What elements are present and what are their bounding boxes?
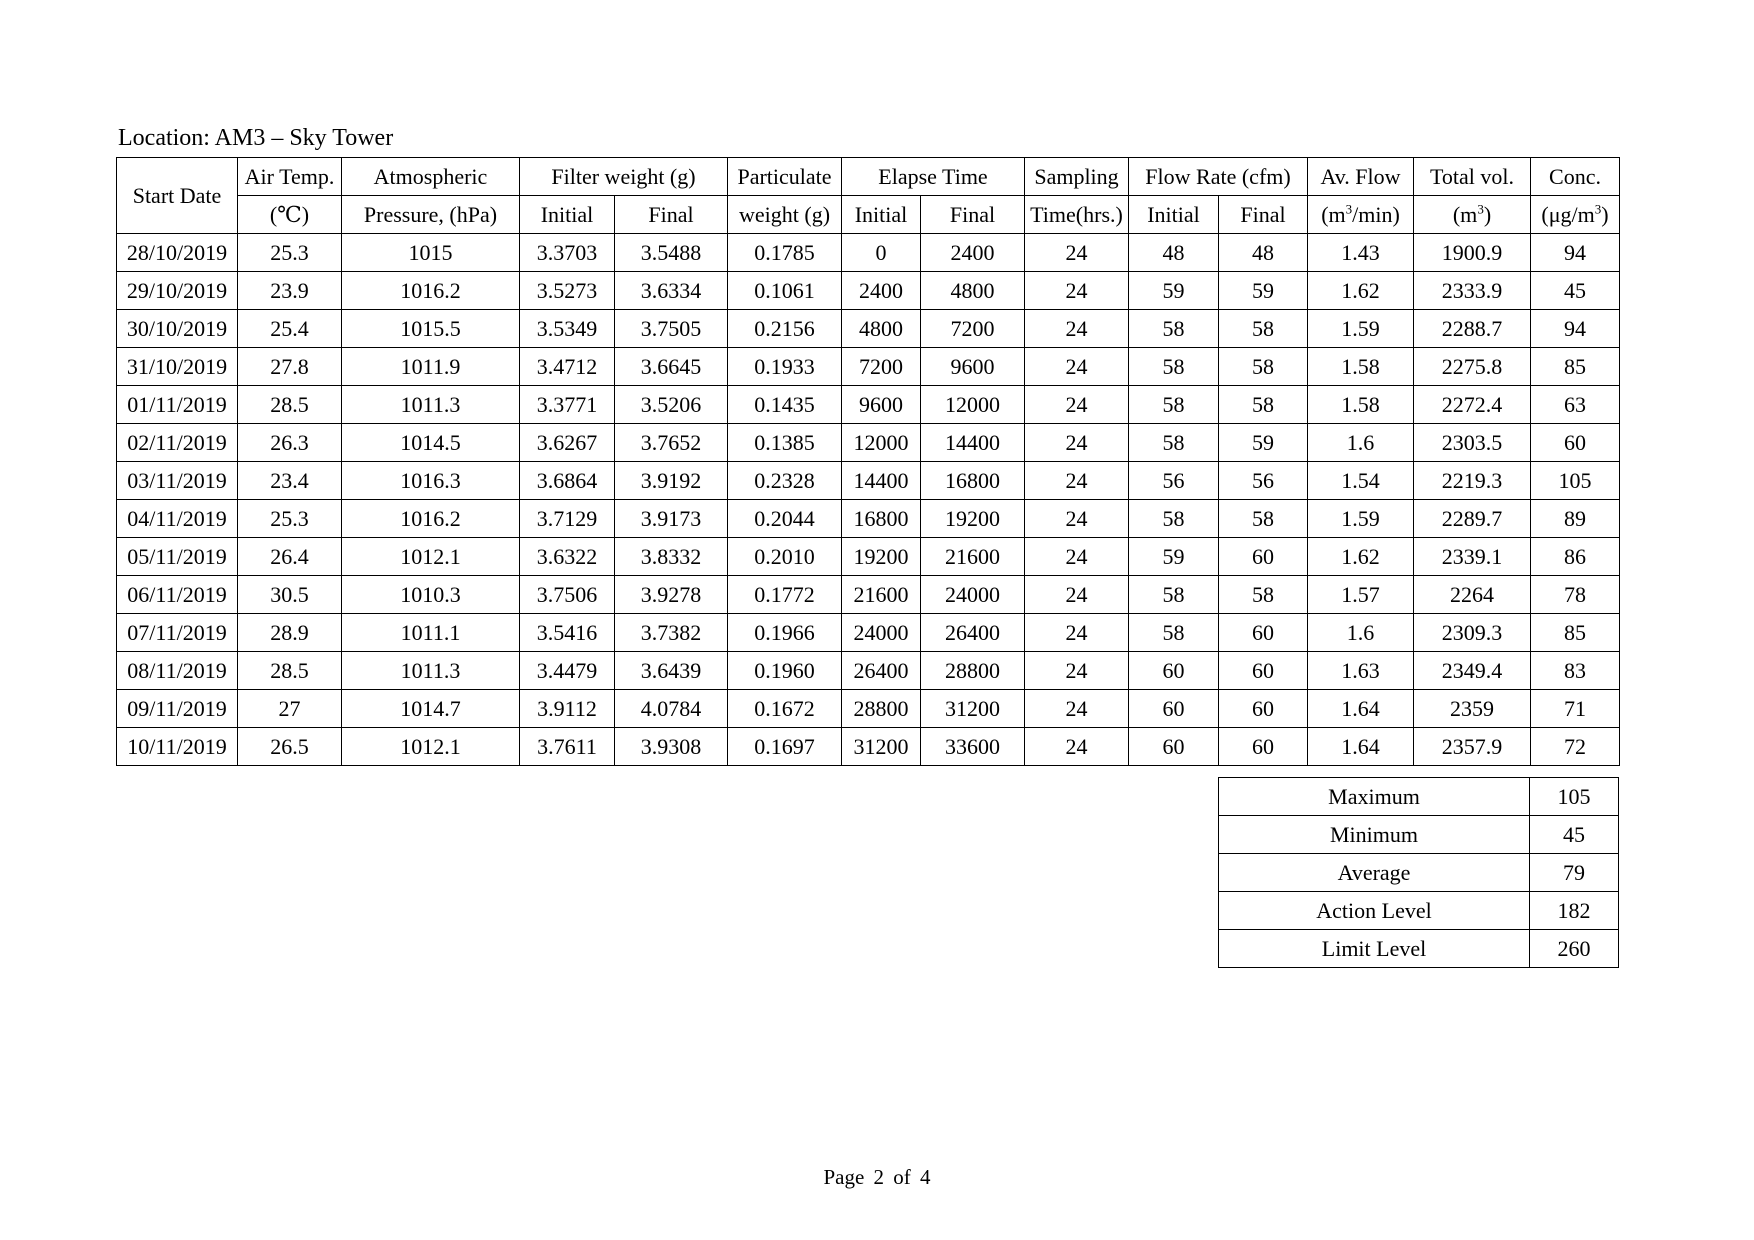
cell-flow-initial: 58 — [1129, 348, 1219, 386]
cell-filter-initial: 3.6864 — [520, 462, 615, 500]
summary-label: Average — [1219, 854, 1530, 892]
summary-value: 105 — [1530, 778, 1619, 816]
cell-flow-final: 59 — [1219, 272, 1308, 310]
cell-total-vol: 2309.3 — [1414, 614, 1531, 652]
cell-particulate: 0.1966 — [728, 614, 842, 652]
cell-flow-initial: 59 — [1129, 272, 1219, 310]
cell-sampling: 24 — [1025, 272, 1129, 310]
cell-conc: 72 — [1531, 728, 1620, 766]
cell-elapse-initial: 16800 — [842, 500, 921, 538]
cell-sampling: 24 — [1025, 728, 1129, 766]
header-av-flow: Av. Flow — [1308, 158, 1414, 196]
header-air-temp-unit: (℃) — [238, 196, 342, 234]
header-conc-unit: $(\mu g/m^3)$ — [1531, 196, 1620, 234]
cell-pressure: 1015.5 — [342, 310, 520, 348]
cell-conc: 105 — [1531, 462, 1620, 500]
cell-av-flow: 1.43 — [1308, 234, 1414, 272]
cell-air-temp: 28.5 — [238, 652, 342, 690]
cell-particulate: 0.1960 — [728, 652, 842, 690]
summary-row — [1219, 892, 1619, 930]
cell-filter-initial: 3.7611 — [520, 728, 615, 766]
cell-elapse-final: 7200 — [921, 310, 1025, 348]
cell-filter-final: 3.9192 — [615, 462, 728, 500]
cell-total-vol: 2333.9 — [1414, 272, 1531, 310]
table-row — [117, 424, 1620, 462]
header-start-date: Start Date — [117, 158, 238, 234]
header-elapse-final: Final — [921, 196, 1025, 234]
table-row — [117, 652, 1620, 690]
cell-filter-final: 3.6645 — [615, 348, 728, 386]
cell-sampling: 24 — [1025, 538, 1129, 576]
cell-filter-initial: 3.7506 — [520, 576, 615, 614]
cell-flow-final: 58 — [1219, 500, 1308, 538]
cell-av-flow: 1.59 — [1308, 310, 1414, 348]
table-row — [117, 728, 1620, 766]
cell-av-flow: 1.63 — [1308, 652, 1414, 690]
header-particulate: Particulate — [728, 158, 842, 196]
cell-flow-final: 56 — [1219, 462, 1308, 500]
header-elapse-time: Elapse Time — [842, 158, 1025, 196]
summary-body — [1219, 778, 1619, 968]
header-flow-initial: Initial — [1129, 196, 1219, 234]
cell-av-flow: 1.62 — [1308, 272, 1414, 310]
cell-flow-final: 58 — [1219, 348, 1308, 386]
cell-pressure: 1011.9 — [342, 348, 520, 386]
cell-total-vol: 2264 — [1414, 576, 1531, 614]
cell-elapse-final: 14400 — [921, 424, 1025, 462]
cell-date: 30/10/2019 — [117, 310, 238, 348]
cell-total-vol: 2219.3 — [1414, 462, 1531, 500]
cell-date: 29/10/2019 — [117, 272, 238, 310]
header-elapse-initial: Initial — [842, 196, 921, 234]
cell-av-flow: 1.6 — [1308, 424, 1414, 462]
cell-air-temp: 25.3 — [238, 234, 342, 272]
cell-flow-initial: 58 — [1129, 386, 1219, 424]
cell-air-temp: 30.5 — [238, 576, 342, 614]
cell-pressure: 1012.1 — [342, 538, 520, 576]
header-air-temp: Air Temp. — [238, 158, 342, 196]
cell-filter-final: 3.5206 — [615, 386, 728, 424]
cell-pressure: 1016.3 — [342, 462, 520, 500]
cell-elapse-final: 12000 — [921, 386, 1025, 424]
header-sampling: Sampling — [1025, 158, 1129, 196]
cell-air-temp: 26.3 — [238, 424, 342, 462]
cell-sampling: 24 — [1025, 424, 1129, 462]
cell-flow-final: 48 — [1219, 234, 1308, 272]
cell-av-flow: 1.54 — [1308, 462, 1414, 500]
cell-conc: 83 — [1531, 652, 1620, 690]
cell-av-flow: 1.58 — [1308, 348, 1414, 386]
cell-filter-final: 3.7505 — [615, 310, 728, 348]
cell-elapse-initial: 24000 — [842, 614, 921, 652]
cell-particulate: 0.1435 — [728, 386, 842, 424]
header-total-vol: Total vol. — [1414, 158, 1531, 196]
cell-av-flow: 1.64 — [1308, 728, 1414, 766]
cell-particulate: 0.1672 — [728, 690, 842, 728]
cell-filter-initial: 3.5349 — [520, 310, 615, 348]
cell-sampling: 24 — [1025, 652, 1129, 690]
cell-date: 05/11/2019 — [117, 538, 238, 576]
summary-label: Action Level — [1219, 892, 1530, 930]
cell-sampling: 24 — [1025, 310, 1129, 348]
cell-flow-initial: 48 — [1129, 234, 1219, 272]
table-row — [117, 348, 1620, 386]
table-row — [117, 462, 1620, 500]
cell-elapse-initial: 9600 — [842, 386, 921, 424]
cell-flow-initial: 60 — [1129, 728, 1219, 766]
cell-av-flow: 1.59 — [1308, 500, 1414, 538]
cell-sampling: 24 — [1025, 614, 1129, 652]
table-row — [117, 500, 1620, 538]
header-sampling-unit: Time(hrs.) — [1025, 196, 1129, 234]
cell-filter-initial: 3.6267 — [520, 424, 615, 462]
header-pressure-unit: Pressure, (hPa) — [342, 196, 520, 234]
cell-air-temp: 26.4 — [238, 538, 342, 576]
header-row-1 — [117, 158, 1620, 196]
cell-sampling: 24 — [1025, 690, 1129, 728]
cell-filter-initial: 3.7129 — [520, 500, 615, 538]
summary-label: Maximum — [1219, 778, 1530, 816]
cell-pressure: 1016.2 — [342, 272, 520, 310]
cell-air-temp: 28.9 — [238, 614, 342, 652]
header-filter-initial: Initial — [520, 196, 615, 234]
cell-elapse-final: 16800 — [921, 462, 1025, 500]
cell-date: 10/11/2019 — [117, 728, 238, 766]
cell-sampling: 24 — [1025, 500, 1129, 538]
cell-pressure: 1011.3 — [342, 386, 520, 424]
cell-filter-initial: 3.9112 — [520, 690, 615, 728]
table-row — [117, 576, 1620, 614]
cell-flow-initial: 58 — [1129, 424, 1219, 462]
cell-elapse-initial: 31200 — [842, 728, 921, 766]
cell-flow-final: 60 — [1219, 690, 1308, 728]
cell-conc: 45 — [1531, 272, 1620, 310]
cell-av-flow: 1.62 — [1308, 538, 1414, 576]
monitoring-table — [116, 157, 1620, 766]
cell-date: 28/10/2019 — [117, 234, 238, 272]
cell-conc: 78 — [1531, 576, 1620, 614]
cell-total-vol: 2359 — [1414, 690, 1531, 728]
table-row — [117, 386, 1620, 424]
page-footer: Page 2 of 4 — [823, 1165, 931, 1189]
cell-elapse-initial: 0 — [842, 234, 921, 272]
cell-flow-initial: 56 — [1129, 462, 1219, 500]
cell-flow-final: 58 — [1219, 386, 1308, 424]
cell-particulate: 0.1061 — [728, 272, 842, 310]
table-row — [117, 272, 1620, 310]
cell-elapse-final: 24000 — [921, 576, 1025, 614]
cell-flow-initial: 58 — [1129, 614, 1219, 652]
cell-conc: 60 — [1531, 424, 1620, 462]
cell-total-vol: 2357.9 — [1414, 728, 1531, 766]
cell-elapse-initial: 14400 — [842, 462, 921, 500]
cell-total-vol: 2339.1 — [1414, 538, 1531, 576]
cell-sampling: 24 — [1025, 234, 1129, 272]
cell-particulate: 0.1385 — [728, 424, 842, 462]
cell-sampling: 24 — [1025, 576, 1129, 614]
cell-particulate: 0.2010 — [728, 538, 842, 576]
cell-total-vol: 2349.4 — [1414, 652, 1531, 690]
cell-date: 09/11/2019 — [117, 690, 238, 728]
cell-date: 04/11/2019 — [117, 500, 238, 538]
location-title: Location: AM3 – Sky Tower — [118, 125, 394, 151]
cell-filter-final: 3.9308 — [615, 728, 728, 766]
summary-label: Limit Level — [1219, 930, 1530, 968]
cell-conc: 63 — [1531, 386, 1620, 424]
cell-total-vol: 2288.7 — [1414, 310, 1531, 348]
cell-pressure: 1011.1 — [342, 614, 520, 652]
cell-total-vol: 2303.5 — [1414, 424, 1531, 462]
cell-sampling: 24 — [1025, 348, 1129, 386]
cell-filter-final: 3.6439 — [615, 652, 728, 690]
cell-elapse-final: 33600 — [921, 728, 1025, 766]
header-particulate-unit: weight (g) — [728, 196, 842, 234]
cell-date: 02/11/2019 — [117, 424, 238, 462]
summary-row — [1219, 930, 1619, 968]
cell-date: 03/11/2019 — [117, 462, 238, 500]
cell-date: 07/11/2019 — [117, 614, 238, 652]
cell-filter-final: 3.7382 — [615, 614, 728, 652]
cell-flow-final: 58 — [1219, 576, 1308, 614]
cell-pressure: 1011.3 — [342, 652, 520, 690]
cell-air-temp: 23.4 — [238, 462, 342, 500]
cell-flow-initial: 58 — [1129, 500, 1219, 538]
cell-particulate: 0.2328 — [728, 462, 842, 500]
cell-filter-initial: 3.4479 — [520, 652, 615, 690]
cell-elapse-final: 28800 — [921, 652, 1025, 690]
table-row — [117, 538, 1620, 576]
cell-flow-final: 59 — [1219, 424, 1308, 462]
cell-sampling: 24 — [1025, 386, 1129, 424]
cell-elapse-initial: 21600 — [842, 576, 921, 614]
cell-conc: 94 — [1531, 310, 1620, 348]
cell-particulate: 0.1697 — [728, 728, 842, 766]
cell-particulate: 0.1785 — [728, 234, 842, 272]
header-flow-rate: Flow Rate (cfm) — [1129, 158, 1308, 196]
cell-flow-initial: 60 — [1129, 690, 1219, 728]
cell-flow-final: 58 — [1219, 310, 1308, 348]
header-conc: Conc. — [1531, 158, 1620, 196]
cell-flow-initial: 58 — [1129, 576, 1219, 614]
cell-air-temp: 23.9 — [238, 272, 342, 310]
header-total-vol-unit: $(m^3)$ — [1414, 196, 1531, 234]
summary-value: 79 — [1530, 854, 1619, 892]
cell-filter-initial: 3.5273 — [520, 272, 615, 310]
cell-conc: 85 — [1531, 614, 1620, 652]
cell-elapse-initial: 26400 — [842, 652, 921, 690]
table-row — [117, 690, 1620, 728]
cell-air-temp: 27 — [238, 690, 342, 728]
cell-filter-initial: 3.5416 — [520, 614, 615, 652]
cell-particulate: 0.2044 — [728, 500, 842, 538]
cell-av-flow: 1.64 — [1308, 690, 1414, 728]
cell-elapse-final: 31200 — [921, 690, 1025, 728]
summary-value: 45 — [1530, 816, 1619, 854]
cell-filter-initial: 3.6322 — [520, 538, 615, 576]
cell-conc: 85 — [1531, 348, 1620, 386]
cell-total-vol: 1900.9 — [1414, 234, 1531, 272]
table-row — [117, 614, 1620, 652]
cell-pressure: 1014.7 — [342, 690, 520, 728]
cell-air-temp: 26.5 — [238, 728, 342, 766]
cell-filter-final: 3.9278 — [615, 576, 728, 614]
cell-particulate: 0.2156 — [728, 310, 842, 348]
summary-row — [1219, 816, 1619, 854]
cell-total-vol: 2275.8 — [1414, 348, 1531, 386]
cell-pressure: 1016.2 — [342, 500, 520, 538]
table-header — [117, 158, 1620, 234]
cell-pressure: 1012.1 — [342, 728, 520, 766]
cell-filter-initial: 3.3703 — [520, 234, 615, 272]
cell-elapse-initial: 28800 — [842, 690, 921, 728]
cell-flow-final: 60 — [1219, 728, 1308, 766]
cell-date: 31/10/2019 — [117, 348, 238, 386]
cell-av-flow: 1.57 — [1308, 576, 1414, 614]
cell-elapse-final: 4800 — [921, 272, 1025, 310]
cell-flow-initial: 58 — [1129, 310, 1219, 348]
cell-elapse-initial: 12000 — [842, 424, 921, 462]
cell-date: 08/11/2019 — [117, 652, 238, 690]
cell-elapse-final: 26400 — [921, 614, 1025, 652]
cell-av-flow: 1.6 — [1308, 614, 1414, 652]
cell-elapse-final: 21600 — [921, 538, 1025, 576]
cell-particulate: 0.1772 — [728, 576, 842, 614]
cell-date: 06/11/2019 — [117, 576, 238, 614]
cell-conc: 86 — [1531, 538, 1620, 576]
cell-filter-final: 3.8332 — [615, 538, 728, 576]
summary-label: Minimum — [1219, 816, 1530, 854]
cell-elapse-initial: 4800 — [842, 310, 921, 348]
cell-filter-initial: 3.3771 — [520, 386, 615, 424]
cell-filter-final: 3.9173 — [615, 500, 728, 538]
cell-pressure: 1015 — [342, 234, 520, 272]
summary-value: 260 — [1530, 930, 1619, 968]
cell-elapse-initial: 19200 — [842, 538, 921, 576]
cell-elapse-final: 9600 — [921, 348, 1025, 386]
cell-flow-initial: 59 — [1129, 538, 1219, 576]
cell-filter-final: 4.0784 — [615, 690, 728, 728]
cell-elapse-initial: 2400 — [842, 272, 921, 310]
cell-flow-final: 60 — [1219, 652, 1308, 690]
table-row — [117, 234, 1620, 272]
cell-conc: 71 — [1531, 690, 1620, 728]
cell-pressure: 1014.5 — [342, 424, 520, 462]
cell-pressure: 1010.3 — [342, 576, 520, 614]
cell-air-temp: 27.8 — [238, 348, 342, 386]
summary-value: 182 — [1530, 892, 1619, 930]
cell-flow-final: 60 — [1219, 614, 1308, 652]
header-atmospheric: Atmospheric — [342, 158, 520, 196]
summary-row — [1219, 854, 1619, 892]
summary-table — [1218, 777, 1619, 968]
cell-date: 01/11/2019 — [117, 386, 238, 424]
cell-av-flow: 1.58 — [1308, 386, 1414, 424]
cell-flow-initial: 60 — [1129, 652, 1219, 690]
cell-conc: 89 — [1531, 500, 1620, 538]
cell-filter-final: 3.5488 — [615, 234, 728, 272]
cell-sampling: 24 — [1025, 462, 1129, 500]
cell-flow-final: 60 — [1219, 538, 1308, 576]
cell-elapse-final: 19200 — [921, 500, 1025, 538]
header-flow-final: Final — [1219, 196, 1308, 234]
table-body — [117, 234, 1620, 766]
cell-filter-final: 3.6334 — [615, 272, 728, 310]
cell-air-temp: 28.5 — [238, 386, 342, 424]
cell-air-temp: 25.3 — [238, 500, 342, 538]
cell-filter-initial: 3.4712 — [520, 348, 615, 386]
cell-air-temp: 25.4 — [238, 310, 342, 348]
cell-total-vol: 2289.7 — [1414, 500, 1531, 538]
header-filter-final: Final — [615, 196, 728, 234]
cell-elapse-initial: 7200 — [842, 348, 921, 386]
cell-total-vol: 2272.4 — [1414, 386, 1531, 424]
cell-filter-final: 3.7652 — [615, 424, 728, 462]
cell-conc: 94 — [1531, 234, 1620, 272]
header-filter-weight: Filter weight (g) — [520, 158, 728, 196]
cell-elapse-final: 2400 — [921, 234, 1025, 272]
cell-particulate: 0.1933 — [728, 348, 842, 386]
header-av-flow-unit: $(m^3/\min)$ — [1308, 196, 1414, 234]
header-row-2 — [117, 196, 1620, 234]
summary-row — [1219, 778, 1619, 816]
table-row — [117, 310, 1620, 348]
